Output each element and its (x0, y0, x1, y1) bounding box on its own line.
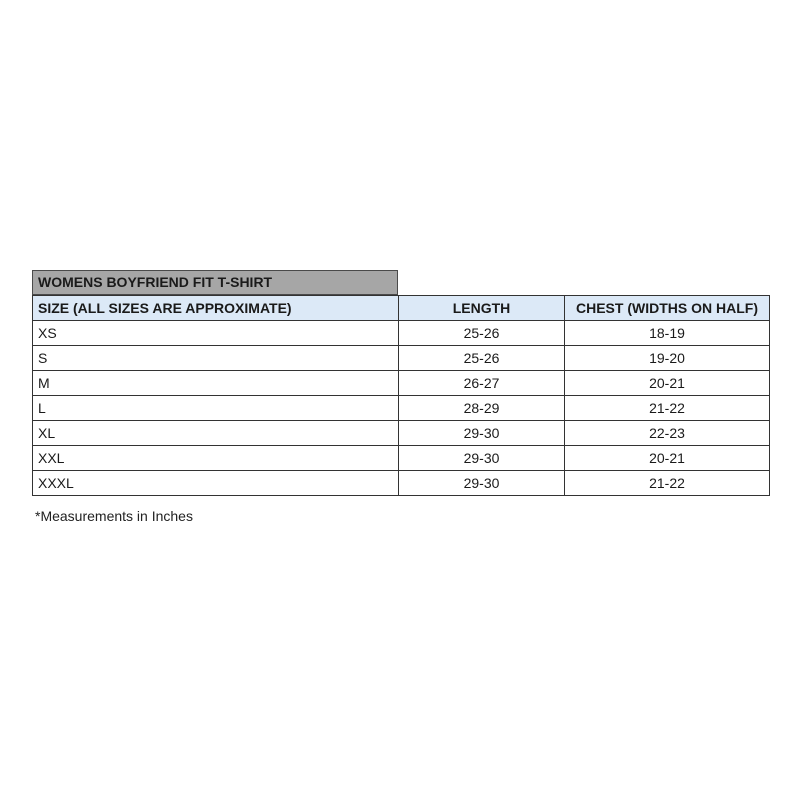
cell-size: S (33, 346, 399, 371)
cell-chest: 20-21 (565, 371, 770, 396)
table-row (33, 321, 770, 346)
cell-size: XL (33, 421, 399, 446)
cell-length: 29-30 (399, 446, 565, 471)
cell-length: 25-26 (399, 346, 565, 371)
header-length: LENGTH (399, 296, 565, 321)
table-title: WOMENS BOYFRIEND FIT T-SHIRT (32, 270, 398, 295)
cell-size: L (33, 396, 399, 421)
table-row (33, 471, 770, 496)
cell-size: XXXL (33, 471, 399, 496)
cell-chest: 21-22 (565, 396, 770, 421)
table-row (33, 346, 770, 371)
cell-length: 28-29 (399, 396, 565, 421)
table-row (33, 421, 770, 446)
cell-chest: 20-21 (565, 446, 770, 471)
table-row (33, 446, 770, 471)
cell-size: M (33, 371, 399, 396)
cell-length: 25-26 (399, 321, 565, 346)
cell-size: XS (33, 321, 399, 346)
cell-chest: 18-19 (565, 321, 770, 346)
header-size: SIZE (ALL SIZES ARE APPROXIMATE) (33, 296, 399, 321)
header-chest: CHEST (WIDTHS ON HALF) (565, 296, 770, 321)
cell-chest: 22-23 (565, 421, 770, 446)
cell-chest: 21-22 (565, 471, 770, 496)
cell-length: 26-27 (399, 371, 565, 396)
cell-chest: 19-20 (565, 346, 770, 371)
measurement-footnote: *Measurements in Inches (35, 508, 193, 524)
cell-length: 29-30 (399, 471, 565, 496)
table-header-row (33, 296, 770, 321)
size-chart-table (32, 295, 770, 496)
table-row (33, 396, 770, 421)
cell-length: 29-30 (399, 421, 565, 446)
table-row (33, 371, 770, 396)
cell-size: XXL (33, 446, 399, 471)
